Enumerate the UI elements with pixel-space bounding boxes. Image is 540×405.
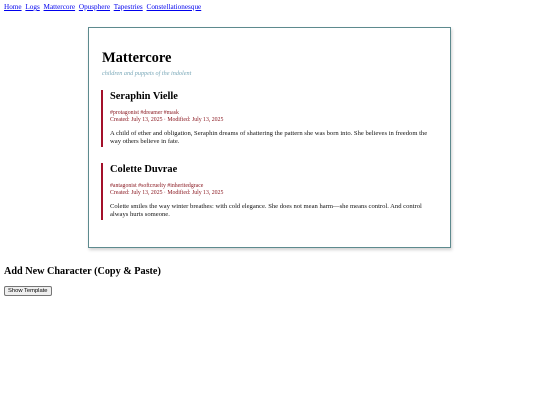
nav-link-home[interactable]: Home bbox=[4, 3, 22, 11]
nav-link-logs[interactable]: Logs bbox=[25, 3, 40, 11]
character-tags: #antagonist #softcruelty #inheritedgrace bbox=[110, 183, 204, 189]
show-template-button[interactable]: Show Template bbox=[4, 286, 52, 296]
nav-link-opusphere[interactable]: Opusphere bbox=[78, 3, 111, 11]
card-subtitle: children and puppets of the indolent bbox=[102, 70, 192, 77]
top-nav bbox=[4, 2, 203, 12]
add-character-heading: Add New Character (Copy & Paste) bbox=[4, 266, 161, 277]
character-name: Colette Duvrae bbox=[110, 164, 178, 175]
character-description: A child of ether and obligation, Seraphin dreams of shattering the pattern she was born into. She believes in freedom the way others believe in fate. bbox=[110, 130, 428, 146]
character-description: Colette smiles the way winter breathes: with cold elegance. She does not mean harm—she means control. And control always hurts someone. bbox=[110, 203, 422, 219]
nav-link-mattercore[interactable]: Mattercore bbox=[43, 3, 76, 11]
card-title: Mattercore bbox=[102, 50, 172, 66]
nav-link-tapestries[interactable]: Tapestries bbox=[113, 3, 143, 11]
nav-link-constellationesque[interactable]: Constellationesque bbox=[146, 3, 202, 11]
character-tags: #protagonist #dreamer #mask bbox=[110, 110, 179, 116]
character-dates: Created: July 13, 2025 · Modified: July 13, 2025 bbox=[110, 117, 224, 123]
character-dates: Created: July 13, 2025 · Modified: July 13, 2025 bbox=[110, 190, 224, 196]
character-entry bbox=[101, 163, 437, 220]
character-name: Seraphin Vielle bbox=[110, 91, 178, 102]
character-card bbox=[88, 27, 451, 248]
character-entry bbox=[101, 90, 437, 147]
